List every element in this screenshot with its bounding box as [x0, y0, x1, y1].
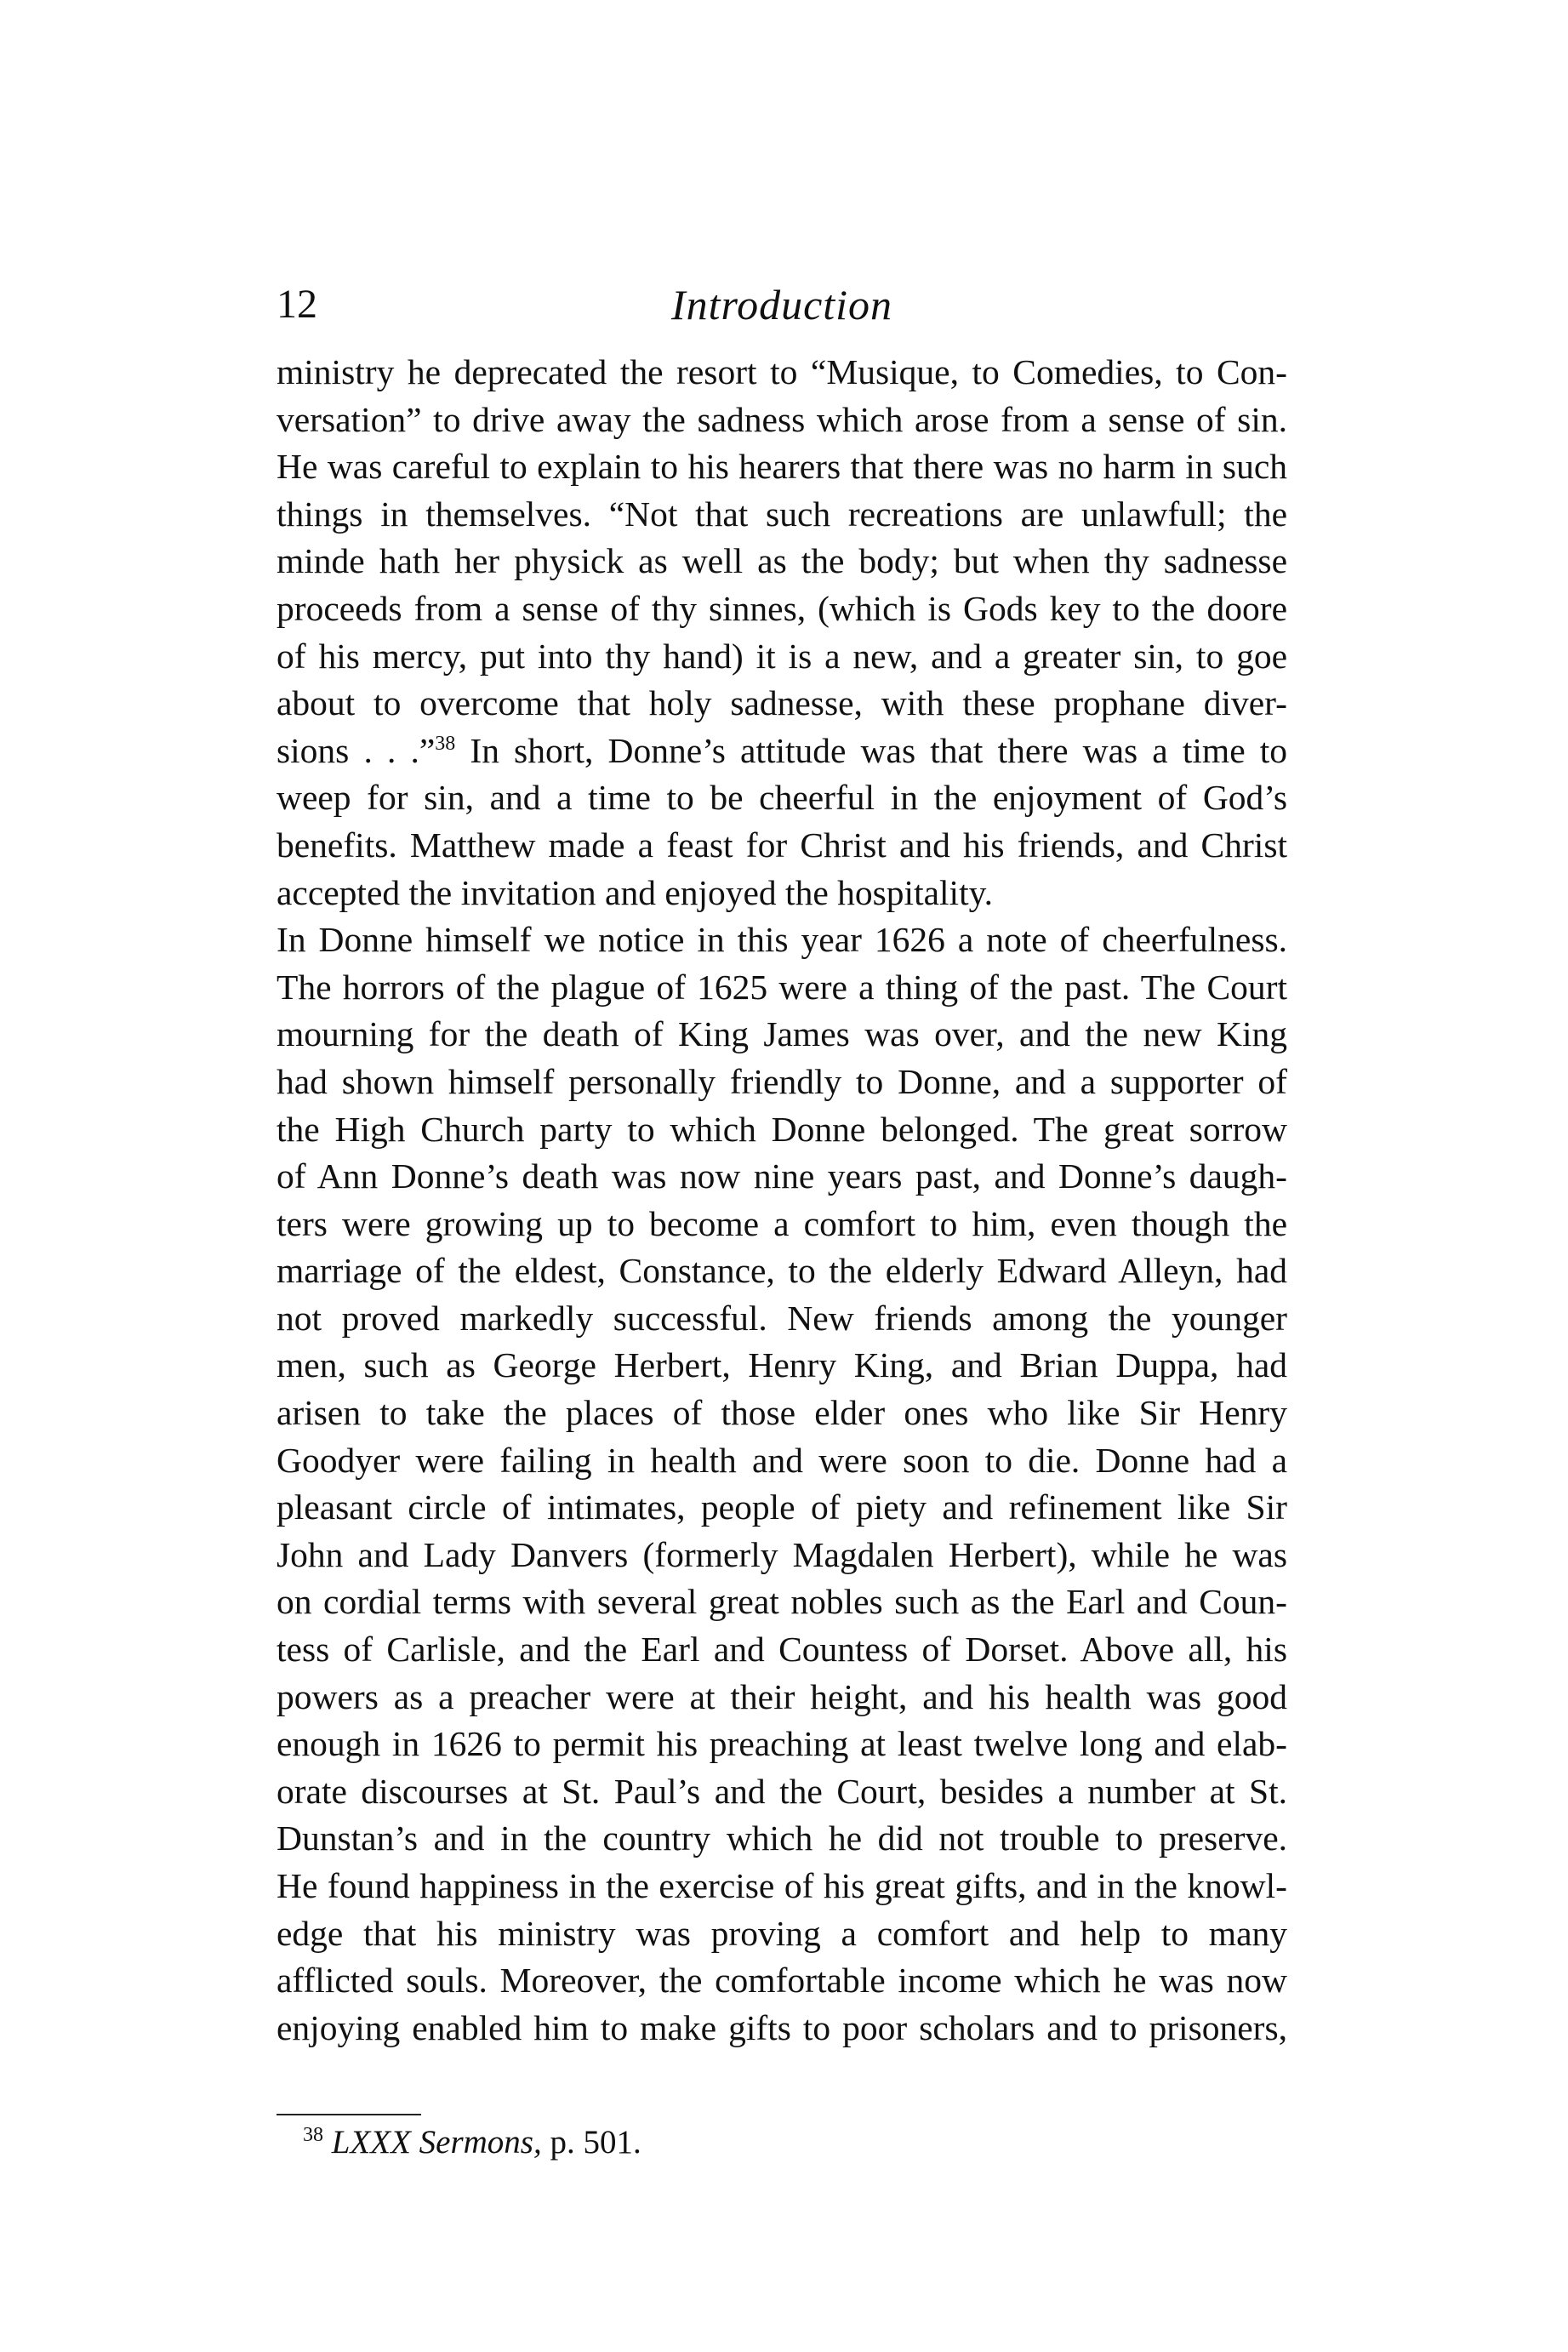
text-line: not proved markedly successful. New friends among the younger — [277, 1298, 1287, 1338]
text-line: versation” to drive away the sadness which arose from a sense of sin. — [277, 399, 1287, 439]
text-line: the High Church party to which Donne belonged. The great sorrow — [277, 1109, 1287, 1149]
footnote-rule — [277, 2114, 421, 2115]
running-title: Introduction — [670, 281, 893, 328]
text-line: John and Lady Danvers (formerly Magdalen Herbert), while he was — [277, 1534, 1287, 1574]
text-line: ters were growing up to become a comfort to him, even though the — [277, 1203, 1287, 1243]
footnote-mark: 38 — [303, 2124, 323, 2146]
footnote — [303, 2121, 641, 2165]
paragraph-start-line: In Donne himself we notice in this year 1626 a note of cheerfulness. — [277, 920, 1287, 960]
text-line: afflicted souls. Moreover, the comfortable income which he was now — [277, 1961, 1287, 2001]
text-line: weep for sin, and a time to be cheerful in the enjoyment of God’s — [277, 778, 1287, 818]
text-line: on cordial terms with several great nobles such as the Earl and Coun- — [277, 1582, 1287, 1622]
text-line: enjoying enabled him to make gifts to poor scholars and to prisoners, — [277, 2007, 1287, 2047]
text-line: He found happiness in the exercise of his great gifts, and in the knowl- — [277, 1866, 1287, 1905]
footnote-page: p. 501. — [541, 2124, 641, 2161]
body-text — [277, 349, 1287, 2052]
text-line: about to overcome that holy sadnesse, with these prophane diver- — [277, 683, 1287, 723]
quote-end: sions . . .” — [277, 730, 436, 770]
text-line: marriage of the eldest, Constance, to the elderly Edward Alleyn, had — [277, 1251, 1287, 1291]
text-line: powers as a preacher were at their height, and his health was good — [277, 1676, 1287, 1716]
line-continuation: In short, Donne’s attitude was that there was a time to — [455, 730, 1288, 770]
text-line: proceeds from a sense of thy sinnes, (which is Gods key to the doore — [277, 588, 1287, 628]
text-line-with-note — [277, 728, 1287, 775]
text-line: benefits. Matthew made a feast for Christ and his friends, and Christ — [277, 825, 1287, 865]
text-line: of his mercy, put into thy hand) it is a new, and a greater sin, to goe — [277, 636, 1287, 676]
paragraph-end-line: accepted the invitation and enjoyed the hospitality. — [277, 872, 994, 912]
footnote-reference: 38 — [435, 732, 456, 755]
page-number: 12 — [277, 282, 317, 327]
text-line: men, such as George Herbert, Henry King, and Brian Duppa, had — [277, 1345, 1287, 1385]
text-line: ministry he deprecated the resort to “Musique, to Comedies, to Con- — [277, 352, 1287, 391]
text-line: He was careful to explain to his hearers that there was no harm in such — [277, 447, 1287, 487]
footnote-source: LXXX Sermons, — [331, 2124, 542, 2161]
text-line: orate discourses at St. Paul’s and the Court, besides a number at St. — [277, 1771, 1287, 1811]
text-line: pleasant circle of intimates, people of piety and refinement like Sir — [277, 1487, 1287, 1527]
text-line: Goodyer were failing in health and were soon to die. Donne had a — [277, 1440, 1287, 1480]
text-line: arisen to take the places of those elder ones who like Sir Henry — [277, 1393, 1287, 1433]
text-line: enough in 1626 to permit his preaching at least twelve long and elab- — [277, 1724, 1287, 1764]
text-line: had shown himself personally friendly to Donne, and a supporter of — [277, 1061, 1287, 1101]
text-line: mourning for the death of King James was over, and the new King — [277, 1014, 1287, 1054]
text-line: things in themselves. “Not that such recreations are unlawfull; the — [277, 494, 1287, 534]
text-line: of Ann Donne’s death was now nine years past, and Donne’s daugh- — [277, 1156, 1287, 1196]
text-line: minde hath her physick as well as the body; but when thy sadnesse — [277, 541, 1287, 581]
running-head — [277, 271, 1287, 339]
text-line: Dunstan’s and in the country which he did not trouble to preserve. — [277, 1818, 1287, 1858]
text-line: tess of Carlisle, and the Earl and Countess of Dorset. Above all, his — [277, 1630, 1287, 1670]
text-line: The horrors of the plague of 1625 were a thing of the past. The Court — [277, 967, 1287, 1007]
text-line: edge that his ministry was proving a comfort and help to many — [277, 1913, 1287, 1953]
